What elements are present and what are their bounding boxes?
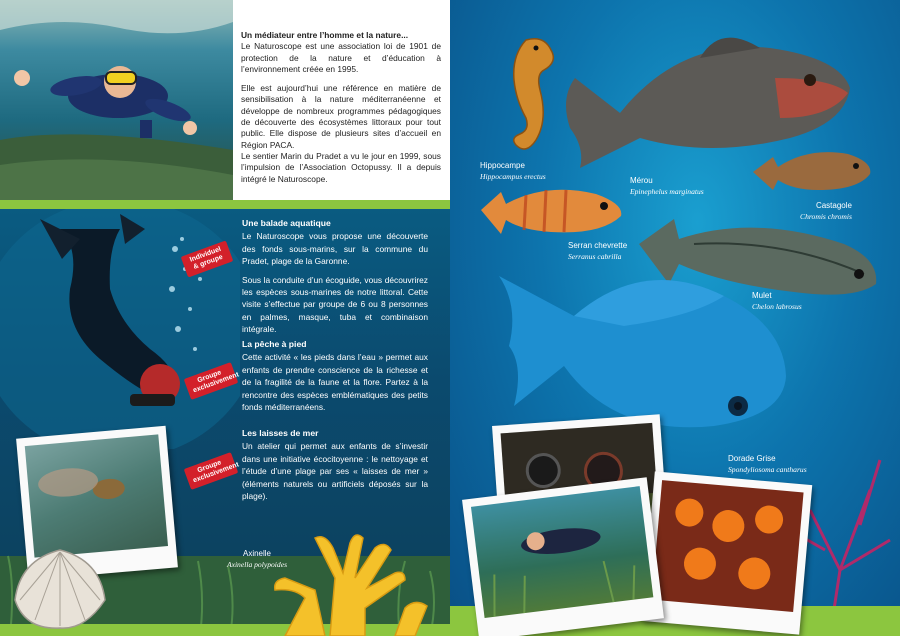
- section-title: Une balade aquatique: [242, 216, 371, 230]
- diver-illustration: [0, 209, 240, 449]
- shell-illustration: [5, 540, 115, 636]
- species-name: Mérou: [630, 176, 653, 185]
- intro-text: [241, 30, 441, 193]
- badge-groupe: Groupe exclusivement: [184, 452, 239, 490]
- section-paragraph: Le Naturoscope vous propose une découverte des fonds sous-marins, sur la commune du Pradet, plage de la Garonne.: [242, 231, 428, 267]
- intro-paragraph-3: Le sentier Marin du Pradet a vu le jour en 1999, sous l’impulsion de l’Association Octopussy. Il a depuis intégré le Naturoscope.: [241, 150, 441, 184]
- section-laisses: [242, 426, 428, 508]
- species-latin: Serranus cabrilla: [568, 252, 622, 261]
- species-name: Castagole: [815, 201, 852, 210]
- section-paragraph: Sous la conduite d’un écoguide, vous découvrirez les espèces sous-marines de notre littoral. Cette visite s’effectue par groupe de 6 ou 8 personnes en palmes, masque, tuba et combinaison intégrale.: [242, 274, 428, 335]
- section-paragraph: Cette activité « les pieds dans l’eau » permet aux enfants de prendre conscience de la richesse et de la fragilité de la faune et la flore. Partez à la rencontre des espèces emblématiques des petits fonds méditerranéens.: [242, 352, 428, 413]
- seahorse-illustration: [496, 30, 566, 160]
- species-latin: Spondyliosoma cantharus: [728, 465, 807, 474]
- caption-merou: [630, 175, 704, 197]
- intro-paragraph-1: Le Naturoscope est une association loi de 1901 de protection de la nature et d’éducation à l’environnement créée en 1995.: [241, 41, 441, 74]
- badge-groupe: Groupe exclusivement: [184, 362, 239, 400]
- section-peche: [242, 337, 428, 419]
- badge-individuel: Individuel & groupe: [181, 240, 234, 277]
- section-title: La pêche à pied: [242, 337, 346, 351]
- serran-illustration: [476, 180, 626, 242]
- species-name: Dorade Grise: [728, 454, 776, 463]
- species-latin: Chromis chromis: [800, 212, 852, 221]
- species-name: Hippocampe: [480, 161, 525, 170]
- species-name: Mulet: [752, 291, 772, 300]
- green-divider: [0, 200, 450, 209]
- species-name: Serran chevrette: [568, 241, 628, 250]
- axinella-sponge-illustration: [255, 518, 435, 636]
- species-name: Axinelle: [242, 549, 271, 558]
- intro-paragraph-2: Elle est aujourd’hui une référence en matière de sensibilisation à la nature méditerranéenne et développe de nombreux programmes pédagogiques de découverte des écosystèmes littoraux pour tout public. Elle dispose de plusieurs sites d’accueil en Région PACA.: [241, 83, 441, 150]
- castagole-illustration: [748, 142, 878, 202]
- caption-hippocampe: [480, 160, 546, 182]
- species-latin: Chelon labrosus: [752, 302, 802, 311]
- section-title: Les laisses de mer: [242, 426, 358, 440]
- species-latin: Epinephelus marginatus: [630, 187, 704, 196]
- caption-axinelle: [222, 548, 292, 570]
- section-paragraph: Un atelier qui permet aux enfants de s’investir dans une initiative écocitoyenne : le nettoyage et l’étude d’une plage par ses « laisses de mer » (éléments naturels ou artificiels déposés sur la plage).: [242, 441, 428, 502]
- snorkeler-photo: [0, 0, 233, 200]
- polaroid-snorkeler: [462, 477, 664, 636]
- species-latin: Hippocampus erectus: [480, 172, 546, 181]
- right-page: [450, 0, 900, 636]
- section-balade: [242, 216, 428, 342]
- intro-title: Un médiateur entre l’homme et la nature...: [241, 30, 409, 40]
- species-latin: Axinella polypoides: [226, 560, 288, 569]
- polaroid-coral: [642, 471, 812, 634]
